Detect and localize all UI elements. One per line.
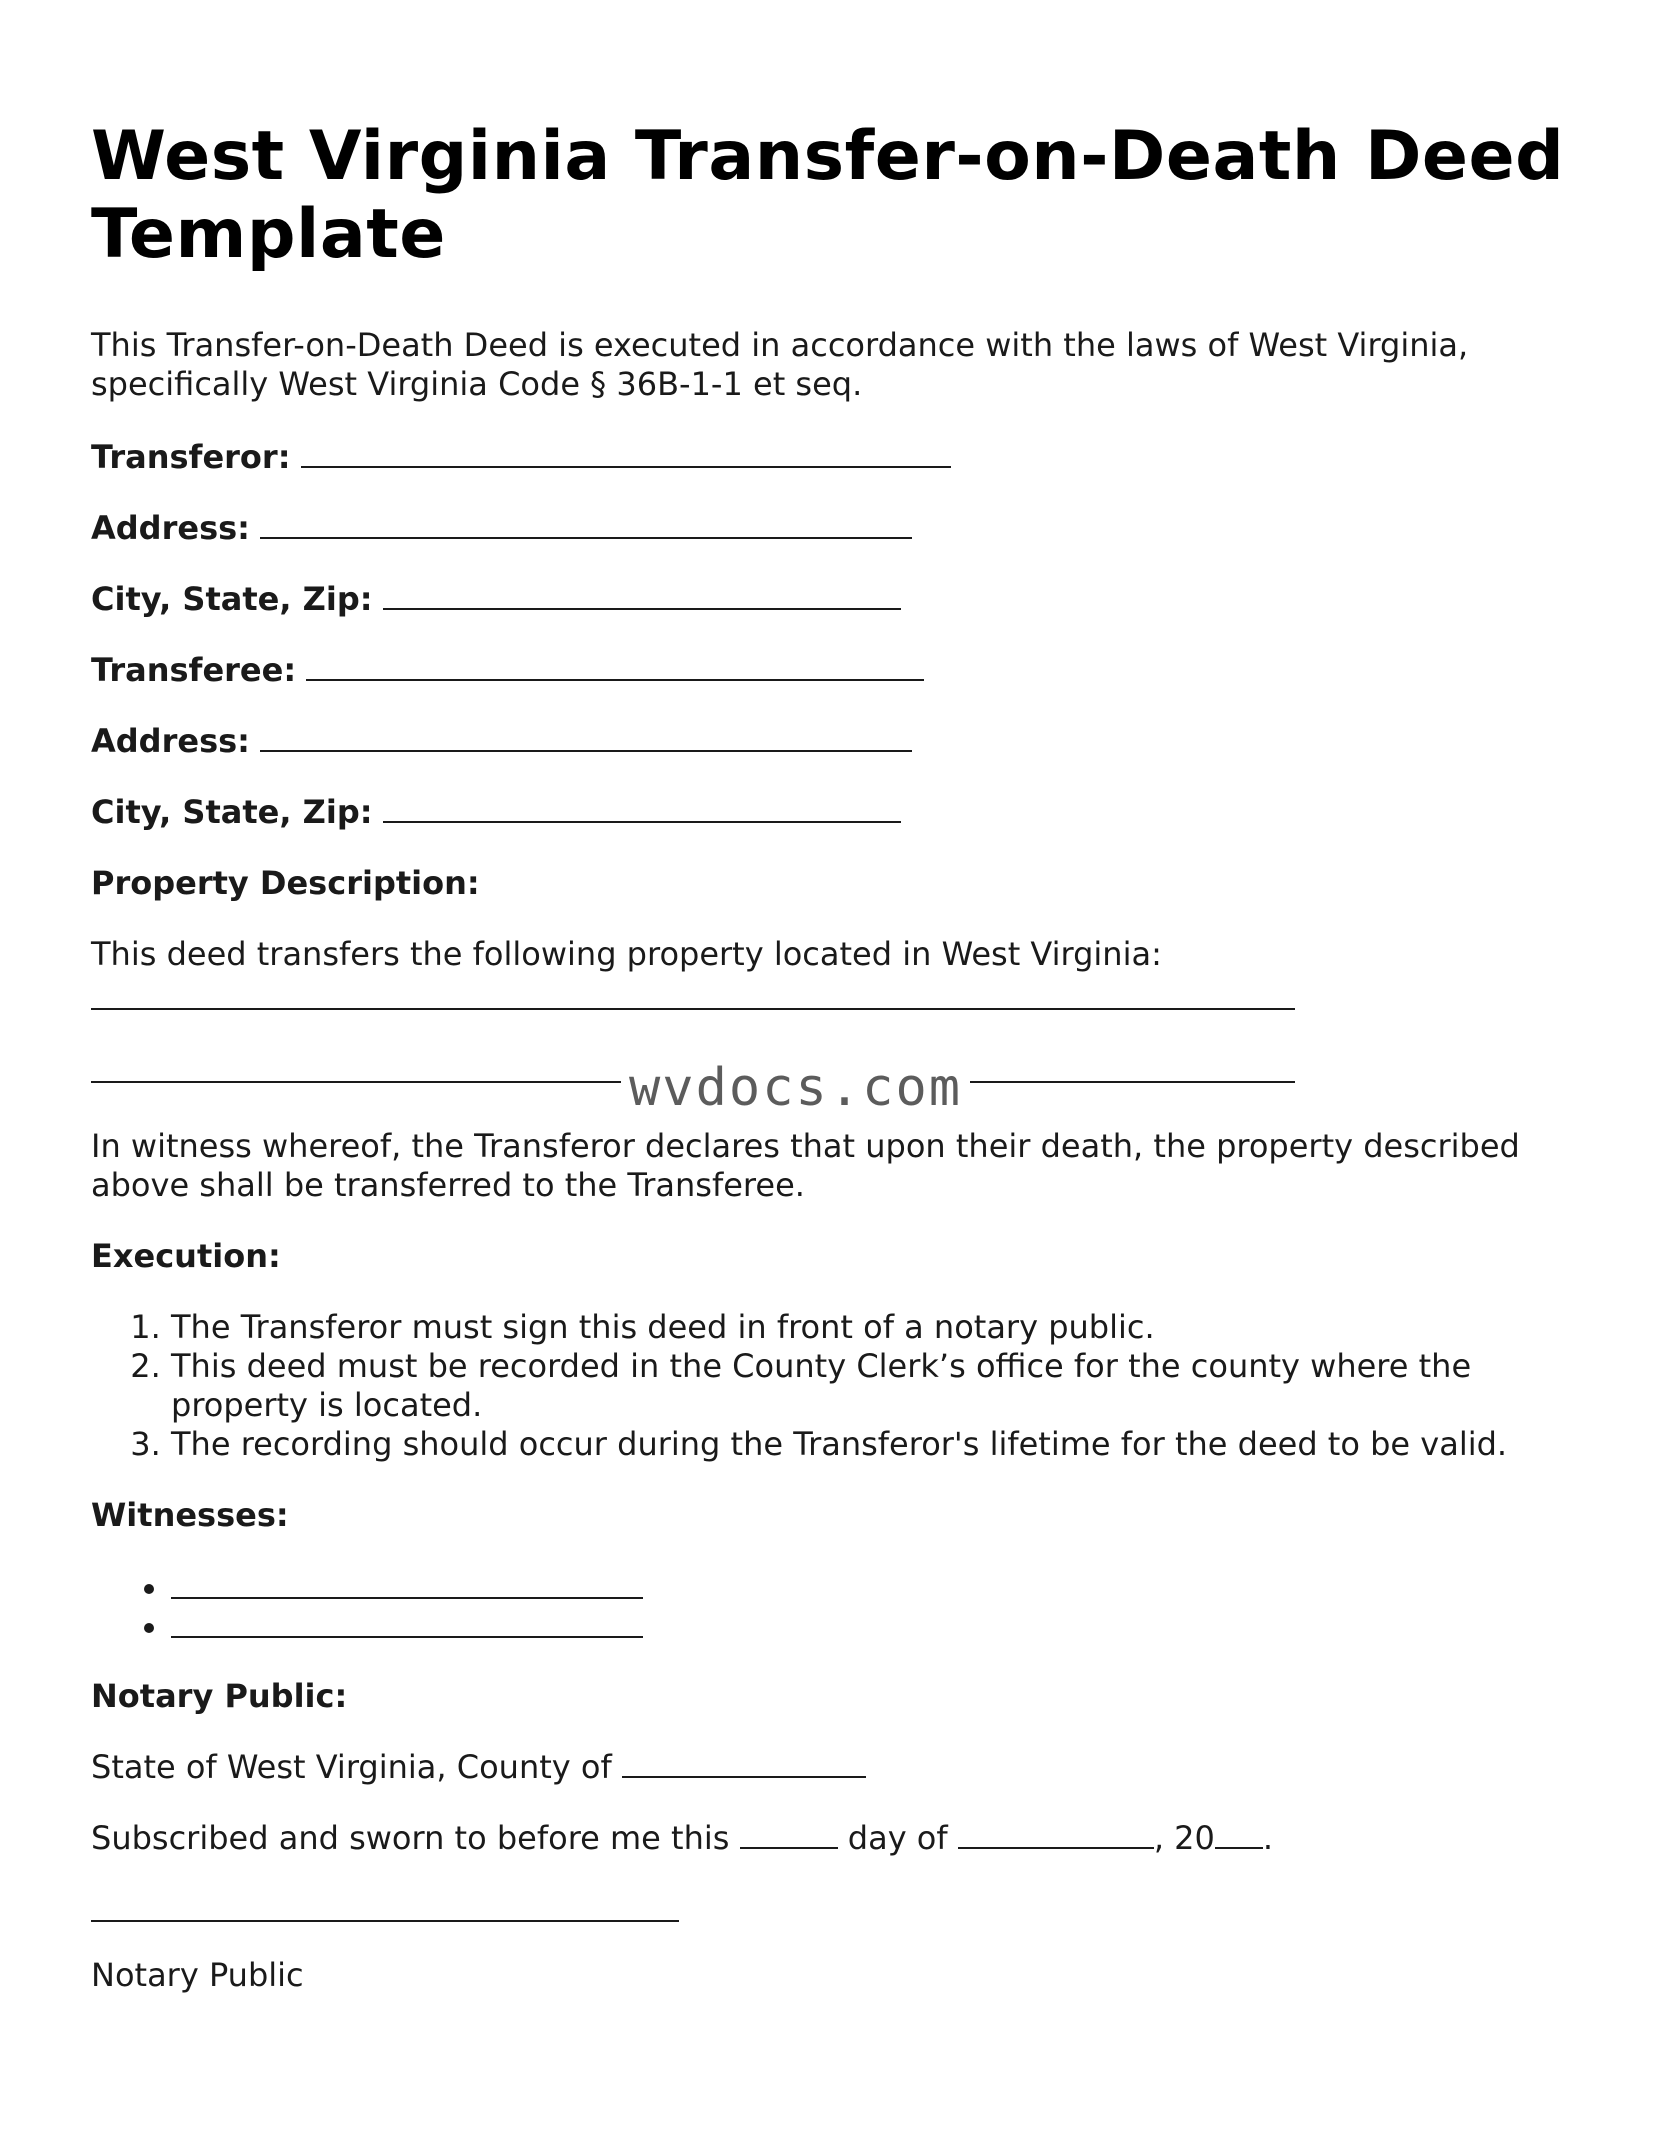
execution-step: 1. The Transferor must sign this deed in front of a notary public. [171,1308,1591,1347]
document-page [91,118,1591,1995]
notary-signature-line[interactable] [91,1890,679,1922]
year-blank[interactable] [1215,1819,1263,1849]
property-description-lines [91,1008,1591,1118]
sworn-end: . [1262,1819,1274,1857]
month-blank[interactable] [958,1819,1154,1849]
intro-paragraph: This Transfer-on-Death Deed is executed in accordance with the laws of West Virginia, specifically West Virginia Code § 36B-1-1 et seq. [91,326,1469,403]
witness-blank-1[interactable] [171,1567,643,1599]
transferee-city-field [91,793,1591,832]
transferee-address-label: Address: [91,722,250,760]
execution-heading: Execution: [91,1237,281,1275]
property-heading: Property Description: [91,864,480,902]
sworn-prefix: Subscribed and sworn to before me this [91,1819,730,1857]
county-blank[interactable] [622,1748,866,1778]
transferor-address-field [91,509,1591,548]
notary-county-line [91,1748,1591,1787]
transferee-address-blank[interactable] [260,722,912,752]
notary-county-prefix: State of West Virginia, County of [91,1748,612,1786]
sworn-year-prefix: , 20 [1153,1819,1215,1857]
transferor-address-label: Address: [91,509,250,547]
transferee-blank[interactable] [306,651,924,681]
witness-list [91,1567,1591,1645]
watermark: wvdocs.com [621,1058,970,1118]
transferee-city-label: City, State, Zip: [91,793,373,831]
witnesses-heading: Witnesses: [91,1496,289,1534]
property-line-1[interactable] [91,1008,1295,1010]
execution-step: 3. The recording should occur during the Transferor's lifetime for the deed to be valid. [171,1425,1591,1464]
transferee-city-blank[interactable] [383,793,901,823]
notary-sworn-line [91,1819,1591,1858]
transferor-city-label: City, State, Zip: [91,580,373,618]
witness-item [171,1606,1591,1645]
transferor-label: Transferor: [91,438,291,476]
transferor-city-blank[interactable] [383,580,901,610]
transferee-address-field [91,722,1591,761]
property-text: This deed transfers the following property located in West Virginia: [91,935,1162,973]
transferor-field [91,438,1591,477]
document-title: West Virginia Transfer-on-Death Deed Template [91,117,1565,274]
witness-statement: In witness whereof, the Transferor declares that upon their death, the property described above shall be transferred to the Transferee. [91,1127,1520,1204]
notary-heading: Notary Public: [91,1677,348,1715]
witness-blank-2[interactable] [171,1606,643,1638]
transferee-field [91,651,1591,690]
transferee-label: Transferee: [91,651,297,689]
transferor-address-blank[interactable] [260,509,912,539]
notary-signature-label: Notary Public [91,1956,304,1994]
execution-step: 2. This deed must be recorded in the County Clerk’s office for the county where the property is located. [171,1347,1591,1425]
day-blank[interactable] [740,1819,838,1849]
execution-steps [91,1308,1591,1464]
sworn-day-of: day of [847,1819,948,1857]
transferor-city-field [91,580,1591,619]
transferor-blank[interactable] [301,438,951,468]
witness-item [171,1567,1591,1606]
